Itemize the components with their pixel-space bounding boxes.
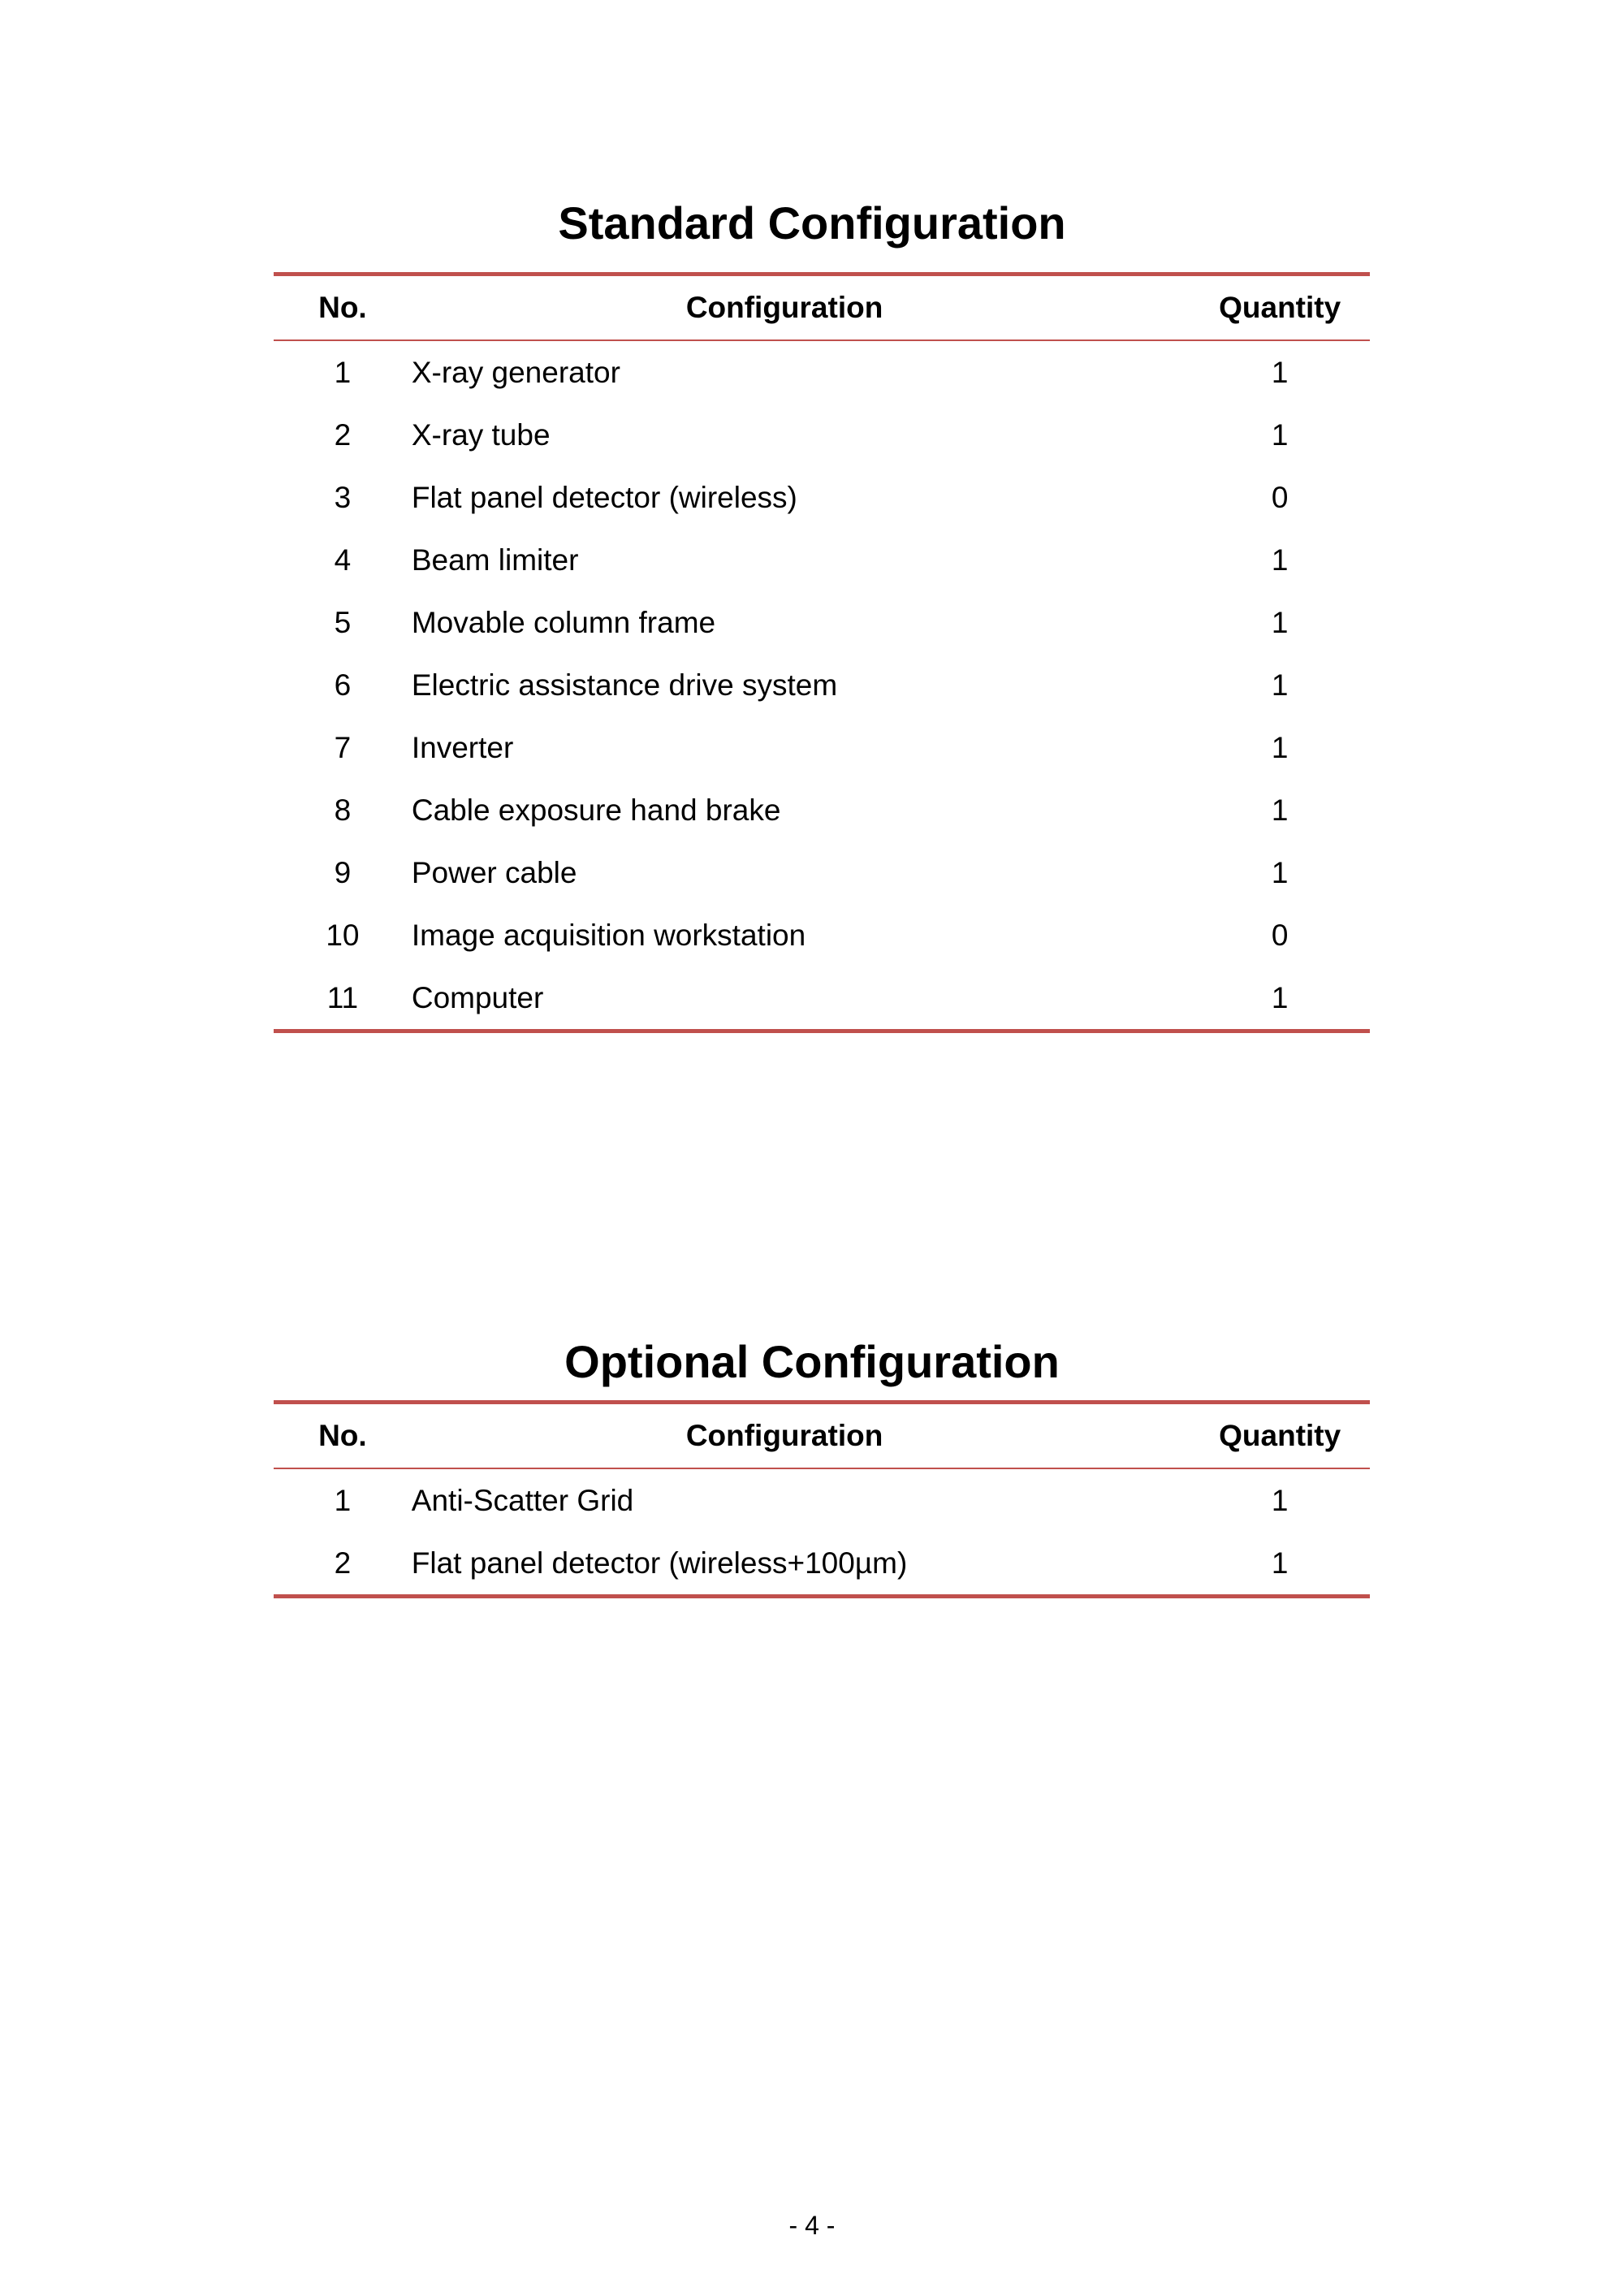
cell-quantity: 1	[1271, 980, 1289, 1014]
cell-no: 4	[334, 543, 352, 577]
cell-configuration: Image acquisition workstation	[411, 918, 806, 952]
table-row	[274, 904, 1370, 966]
table-header-row	[274, 275, 1370, 341]
optional-table-body	[274, 1468, 1370, 1597]
cell-quantity: 1	[1271, 417, 1289, 452]
cell-configuration: Power cable	[411, 855, 577, 889]
header-no: No.	[274, 275, 412, 341]
table-row	[274, 591, 1370, 654]
table-row	[274, 1468, 1370, 1532]
table-header-row	[274, 1403, 1370, 1469]
cell-no: 6	[334, 668, 352, 702]
header-configuration: Configuration	[412, 275, 1190, 341]
cell-configuration: X-ray tube	[411, 417, 551, 452]
table-row	[274, 529, 1370, 591]
header-no: No.	[274, 1403, 412, 1469]
header-quantity: Quantity	[1190, 275, 1370, 341]
standard-configuration-table	[274, 272, 1370, 1033]
cell-configuration: Cable exposure hand brake	[411, 793, 781, 827]
cell-no: 1	[334, 355, 352, 389]
table-row	[274, 716, 1370, 779]
table-row	[274, 966, 1370, 1031]
cell-configuration: Flat panel detector (wireless)	[411, 480, 797, 514]
cell-quantity: 1	[1271, 1546, 1289, 1580]
cell-quantity: 1	[1271, 355, 1289, 389]
cell-no: 9	[334, 855, 352, 889]
cell-quantity: 1	[1271, 730, 1289, 764]
cell-no: 2	[334, 1546, 352, 1580]
cell-quantity: 1	[1271, 668, 1289, 702]
cell-no: 2	[334, 417, 352, 452]
header-quantity: Quantity	[1190, 1403, 1370, 1469]
table-row	[274, 340, 1370, 404]
cell-no: 7	[334, 730, 352, 764]
cell-quantity: 1	[1271, 1483, 1289, 1517]
cell-quantity: 1	[1271, 605, 1289, 639]
page-number: - 4 -	[788, 2211, 836, 2240]
table-row	[274, 1532, 1370, 1597]
cell-quantity: 0	[1271, 480, 1289, 514]
cell-quantity: 1	[1271, 793, 1289, 827]
optional-configuration-table	[274, 1400, 1370, 1598]
table-row	[274, 466, 1370, 529]
cell-no: 8	[334, 793, 352, 827]
table-row	[274, 841, 1370, 904]
table-row	[274, 779, 1370, 841]
table-row	[274, 654, 1370, 716]
optional-configuration-title: Optional Configuration	[564, 1336, 1060, 1387]
cell-no: 1	[334, 1483, 352, 1517]
cell-no: 10	[326, 918, 360, 952]
cell-quantity: 1	[1271, 543, 1289, 577]
cell-configuration: Flat panel detector (wireless+100µm)	[411, 1546, 908, 1580]
standard-table-body	[274, 340, 1370, 1031]
cell-quantity: 0	[1271, 918, 1289, 952]
cell-configuration: Anti-Scatter Grid	[411, 1483, 634, 1517]
cell-quantity: 1	[1271, 855, 1289, 889]
standard-configuration-title: Standard Configuration	[558, 197, 1066, 249]
header-configuration: Configuration	[412, 1403, 1190, 1469]
cell-configuration: Inverter	[411, 730, 514, 764]
cell-no: 5	[334, 605, 352, 639]
cell-configuration: X-ray generator	[411, 355, 620, 389]
cell-no: 3	[334, 480, 352, 514]
table-row	[274, 404, 1370, 466]
cell-configuration: Computer	[411, 980, 544, 1014]
cell-configuration: Electric assistance drive system	[411, 668, 838, 702]
cell-configuration: Movable column frame	[411, 605, 716, 639]
cell-no: 11	[326, 980, 359, 1014]
cell-configuration: Beam limiter	[411, 543, 579, 577]
